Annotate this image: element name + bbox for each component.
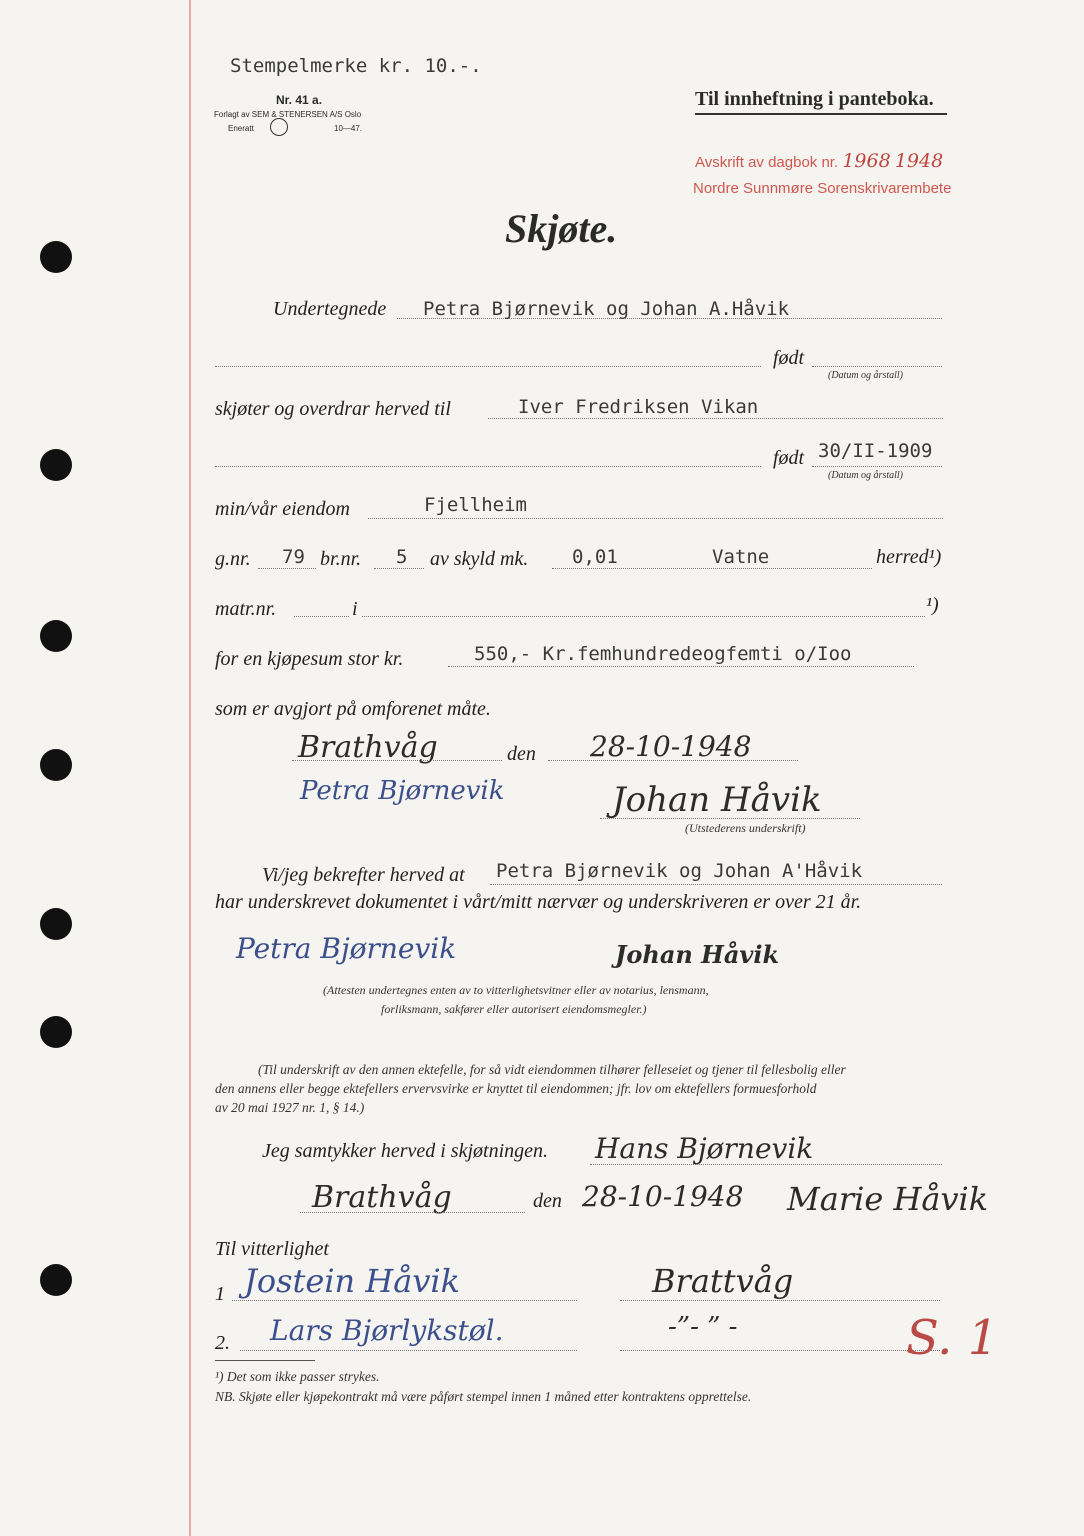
footnote-rule bbox=[215, 1360, 315, 1361]
stamp-fee-text: Stempelmerke kr. 10.-. bbox=[230, 55, 482, 77]
witness-1-number: 1 bbox=[215, 1283, 225, 1305]
buyer-birth-date: 30/II-1909 bbox=[818, 440, 933, 462]
herred-value: Vatne bbox=[712, 546, 770, 568]
witness-2-number: 2. bbox=[215, 1332, 230, 1354]
issuer-signature-line bbox=[600, 818, 860, 819]
publisher-date: 10—47. bbox=[334, 124, 363, 133]
bnr-line bbox=[374, 568, 424, 569]
gnr-value: 79 bbox=[282, 546, 305, 568]
binder-hole-4 bbox=[40, 749, 72, 781]
registry-stamp-line1 bbox=[695, 150, 943, 172]
binder-hole-3 bbox=[40, 620, 72, 652]
matr-i: i bbox=[352, 598, 358, 620]
price-line bbox=[448, 666, 914, 667]
footnote-2: NB. Skjøte eller kjøpekontrakt må være påført stempel innen 1 måned etter kontraktens opprettelse. bbox=[215, 1389, 752, 1404]
consent-label: Jeg samtykker herved i skjøtningen. bbox=[262, 1140, 549, 1162]
binder-hole-2 bbox=[40, 449, 72, 481]
undersigned-label: Undertegnede bbox=[273, 298, 387, 320]
consent-place-line bbox=[300, 1212, 525, 1213]
witness-signature-2: Johan Håvik bbox=[615, 940, 780, 969]
form-number: Nr. 41 a. bbox=[276, 93, 323, 107]
gnr-label: g.nr. bbox=[215, 548, 251, 570]
signing-date: 28-10-1948 bbox=[590, 730, 752, 763]
attest-note-2: forliksmann, sakfører eller autorisert eiendomsmegler.) bbox=[381, 1002, 647, 1016]
registry-stamp-line2: Nordre Sunnmøre Sorenskrivarembete bbox=[693, 180, 952, 197]
binder-hole-1 bbox=[40, 241, 72, 273]
registry-year: 1948 bbox=[894, 150, 944, 172]
property-line bbox=[368, 518, 943, 519]
confirm-line2: har underskrevet dokumentet i vårt/mitt nærvær og underskriveren er over 21 år. bbox=[215, 891, 862, 913]
footnote-1: ¹) Det som ikke passer strykes. bbox=[215, 1369, 380, 1384]
skyld-line bbox=[552, 568, 872, 569]
undersigned-value: Petra Bjørnevik og Johan A.Håvik bbox=[423, 298, 790, 320]
settled-text: som er avgjort på omforenet måte. bbox=[215, 698, 491, 720]
born-label-1: født bbox=[773, 347, 805, 369]
transfer-label: skjøter og overdrar herved til bbox=[215, 398, 451, 420]
matr-i-line bbox=[362, 616, 925, 617]
matr-footnote-mark: ¹) bbox=[926, 594, 939, 616]
born-line-2 bbox=[812, 466, 942, 467]
born-label-2: født bbox=[773, 447, 805, 469]
margin-rule bbox=[189, 0, 191, 1536]
witness-1-line bbox=[232, 1300, 577, 1301]
matr-label: matr.nr. bbox=[215, 598, 277, 620]
issuer-label: (Utstederens underskrift) bbox=[685, 821, 806, 835]
attest-note-1: (Attesten undertegnes enten av to vitterlighetsvitner eller av notarius, lensmann, bbox=[323, 983, 709, 997]
property-label: min/vår eiendom bbox=[215, 498, 350, 520]
heading-underline bbox=[695, 113, 947, 115]
witness-1-place-line bbox=[620, 1300, 940, 1301]
blank-line-2 bbox=[215, 466, 761, 467]
registry-prefix: Avskrift av dagbok nr. bbox=[695, 154, 839, 171]
witness-2-place-line bbox=[620, 1350, 940, 1351]
gnr-line bbox=[258, 568, 316, 569]
witness-1-name: Jostein Håvik bbox=[244, 1262, 461, 1300]
consent-date: 28-10-1948 bbox=[582, 1180, 744, 1213]
skyld-value: 0,01 bbox=[572, 546, 618, 568]
confirm-value: Petra Bjørnevik og Johan A'Håvik bbox=[496, 860, 863, 882]
issuer-signature-2: Johan Håvik bbox=[612, 780, 822, 820]
consent-den: den bbox=[533, 1190, 562, 1212]
bnr-value: 5 bbox=[396, 546, 408, 568]
consent-signature: Hans Bjørnevik bbox=[595, 1132, 814, 1165]
spouse-note-1: (Til underskrift av den annen ektefelle, for så vidt eiendommen tilhører felleseiet og tjener til fellesbolig eller bbox=[258, 1062, 846, 1077]
publisher-logo bbox=[270, 118, 288, 136]
confirm-prefix: Vi/jeg bekrefter herved at bbox=[262, 864, 465, 886]
issuer-signature-1: Petra Bjørnevik bbox=[300, 776, 505, 806]
price-label: for en kjøpesum stor kr. bbox=[215, 648, 404, 670]
buyer-line bbox=[488, 418, 943, 419]
buyer-name: Iver Fredriksen Vikan bbox=[518, 396, 759, 418]
blank-line-1 bbox=[215, 366, 761, 367]
property-name: Fjellheim bbox=[424, 494, 527, 516]
signing-den: den bbox=[507, 743, 536, 765]
registry-number: 1968 bbox=[842, 150, 891, 172]
witness-signature-1: Petra Bjørnevik bbox=[236, 932, 457, 965]
publisher-rights: Eneratt bbox=[228, 124, 254, 133]
spouse-note-3: av 20 mai 1927 nr. 1, § 14.) bbox=[215, 1100, 365, 1115]
witness-2-name: Lars Bjørlykstøl. bbox=[270, 1314, 504, 1347]
document-title: Skjøte. bbox=[505, 206, 618, 251]
publisher-line: Forlagt av SEM & STENERSEN A/S Oslo bbox=[214, 110, 362, 119]
signing-place: Brathvåg bbox=[298, 730, 438, 765]
witness-1-place: Brattvåg bbox=[652, 1262, 794, 1300]
date-hint-1: (Datum og årstall) bbox=[828, 370, 903, 381]
top-right-heading: Til innheftning i panteboka. bbox=[695, 88, 934, 110]
consent-signature-2: Marie Håvik bbox=[787, 1180, 989, 1218]
binder-hole-5 bbox=[40, 908, 72, 940]
price-value: 550,- Kr.femhundredeogfemti o/Ioo bbox=[474, 643, 852, 665]
herred-label: herred¹) bbox=[876, 546, 942, 568]
matr-line bbox=[294, 616, 349, 617]
date-hint-2: (Datum og årstall) bbox=[828, 470, 903, 481]
bnr-label: br.nr. bbox=[320, 548, 362, 570]
signing-place-line bbox=[292, 760, 502, 761]
confirm-line bbox=[490, 884, 942, 885]
spouse-note-2: den annens eller begge ektefellers ervervsvirke er knyttet til eiendommen; jfr. lov om ektefellers formuesforhold bbox=[215, 1081, 817, 1096]
consent-line bbox=[590, 1164, 942, 1165]
consent-place: Brathvåg bbox=[312, 1180, 452, 1215]
binder-hole-6 bbox=[40, 1016, 72, 1048]
witnesses-label: Til vitterlighet bbox=[215, 1238, 329, 1260]
binder-hole-7 bbox=[40, 1264, 72, 1296]
born-line-1 bbox=[812, 366, 942, 367]
skyld-label: av skyld mk. bbox=[430, 548, 529, 570]
witness-2-place: -”- ” - bbox=[668, 1312, 738, 1342]
margin-mark: S. 1 bbox=[906, 1310, 999, 1366]
witness-2-line bbox=[240, 1350, 577, 1351]
